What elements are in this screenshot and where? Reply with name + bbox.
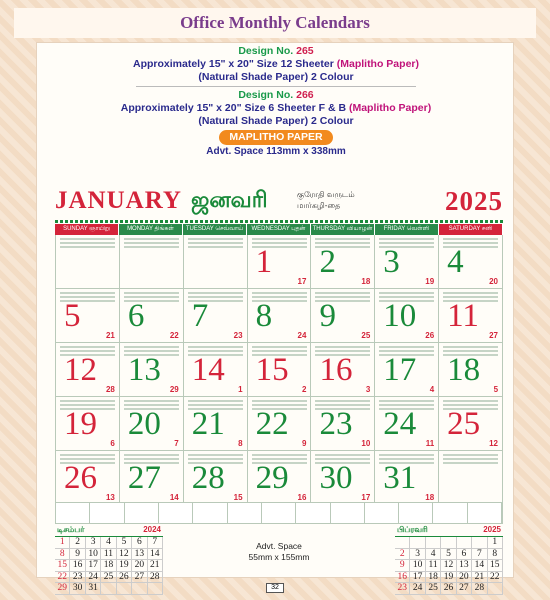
mini-day: 26: [117, 572, 132, 584]
mini-grid: [55, 537, 163, 595]
mini-day: 18: [101, 560, 116, 572]
mini-day: 19: [441, 572, 456, 584]
day-cell: [55, 451, 120, 504]
strip-cell: [296, 503, 330, 523]
paper-type: (Maplitho Paper): [336, 58, 419, 70]
tamil-date: 24: [297, 331, 307, 340]
tamil-date: 1: [238, 385, 243, 394]
date-number: 27: [127, 460, 161, 496]
date-number: 31: [383, 460, 417, 496]
month-grid: [55, 224, 503, 505]
date-number: 3: [383, 244, 400, 280]
calendar-year: 2025: [445, 186, 503, 216]
day-cell: [184, 235, 248, 288]
mini-day: 25: [101, 572, 116, 584]
mini-day: 24: [86, 572, 101, 584]
date-number: 30: [319, 460, 353, 496]
mini-day: 25: [426, 583, 441, 595]
mini-month: பிப்ரவரி: [397, 525, 428, 534]
date-number: 29: [255, 460, 289, 496]
panchang-strip: [55, 502, 503, 524]
mini-grid: [395, 537, 503, 595]
tamil-date: 18: [361, 277, 371, 286]
day-cell: [184, 451, 248, 504]
month-english: JANUARY: [55, 187, 182, 214]
day-cell: [248, 397, 312, 450]
mini-day: 28: [472, 583, 487, 595]
weekday-label: MONDAY திங்கள்: [119, 224, 183, 235]
mini-day: 2: [70, 537, 85, 549]
mini-day: [395, 537, 410, 549]
day-cell: [120, 451, 184, 504]
mini-day: 12: [441, 560, 456, 572]
day-cell: [439, 235, 503, 288]
date-number: 25: [447, 406, 481, 442]
tamil-date: 14: [169, 493, 179, 502]
mini-day: 16: [70, 560, 85, 572]
day-cell: [184, 397, 248, 450]
mini-day: 13: [132, 549, 147, 561]
strip-cell: [56, 503, 90, 523]
design-spec: Approximately 15" x 20" Size 12 Sheeter: [133, 58, 334, 70]
day-cell: [311, 397, 375, 450]
mini-day: 6: [132, 537, 147, 549]
mini-day: 16: [395, 572, 410, 584]
day-cell: [439, 451, 503, 504]
day-cell: [375, 397, 439, 450]
date-number: 28: [191, 460, 225, 496]
mini-day: 18: [426, 572, 441, 584]
design-spec: Approximately 15" x 20" Size 6 Sheeter F & B: [120, 102, 347, 114]
page-title: Office Monthly Calendars: [180, 13, 370, 32]
date-number: 6: [127, 298, 145, 334]
tamil-date: 10: [361, 439, 371, 448]
day-notes: [60, 238, 115, 250]
mini-day: [148, 583, 163, 595]
mini-month: டிசம்பர்: [57, 525, 85, 534]
advt-space-box: [169, 541, 389, 581]
design-number: 265: [296, 45, 314, 57]
weekday-header: [55, 224, 503, 235]
date-number: 19: [64, 406, 97, 442]
design-label: Design No.: [238, 45, 294, 57]
calendar-sheet: [36, 42, 514, 593]
design-no-266: [37, 89, 515, 102]
mini-day: 20: [132, 560, 147, 572]
mini-day: [117, 583, 132, 595]
mini-day: 4: [101, 537, 116, 549]
mini-day: 19: [117, 560, 132, 572]
date-number: 9: [319, 298, 336, 334]
tamil-date: 19: [425, 277, 435, 286]
tamil-date: 22: [169, 331, 179, 340]
weekday-label: TUESDAY செவ்வாய்: [183, 224, 247, 235]
mini-day: 31: [86, 583, 101, 595]
date-number: 13: [127, 352, 161, 388]
weekday-label: SATURDAY சனி: [439, 224, 503, 235]
mini-day: [426, 537, 441, 549]
mini-day: [441, 537, 456, 549]
mini-day: [132, 583, 147, 595]
tamil-date: 11: [425, 439, 435, 448]
tamil-date: 21: [105, 331, 115, 340]
strip-cell: [193, 503, 227, 523]
day-cell: [375, 451, 439, 504]
day-cell: [120, 235, 184, 288]
day-cell: [248, 289, 312, 342]
strip-cell: [125, 503, 159, 523]
mini-day: 21: [148, 560, 163, 572]
day-cell: [311, 235, 375, 288]
mini-day: 6: [457, 549, 472, 561]
day-cell: [311, 289, 375, 342]
week-row: [55, 451, 503, 505]
strip-cell: [159, 503, 193, 523]
tamil-date: 17: [361, 493, 371, 502]
strip-cell: [90, 503, 124, 523]
mini-day: 8: [55, 549, 70, 561]
page-number: 32: [266, 583, 284, 593]
mini-day: 7: [148, 537, 163, 549]
mini-day: [101, 583, 116, 595]
mini-calendar-previous: [55, 525, 163, 595]
mini-day: 11: [101, 549, 116, 561]
strip-cell: [228, 503, 262, 523]
day-cell: [311, 343, 375, 396]
day-cell: [120, 397, 184, 450]
tamil-date: 16: [297, 493, 307, 502]
day-cell: [55, 235, 120, 288]
mini-day: 9: [70, 549, 85, 561]
date-number: 17: [383, 352, 417, 388]
mini-day: 23: [70, 572, 85, 584]
date-number: 21: [191, 406, 225, 442]
date-number: 16: [319, 352, 353, 388]
week-row: [55, 235, 503, 289]
date-number: 24: [383, 406, 417, 442]
mini-day: 9: [395, 560, 410, 572]
tamil-date: 28: [105, 385, 115, 394]
weekday-label: THURSDAY வியாழன்: [311, 224, 375, 235]
mini-day: 4: [426, 549, 441, 561]
design-no-265: [37, 45, 515, 58]
date-number: 15: [255, 352, 289, 388]
mini-calendar-next: [395, 525, 503, 595]
mini-day: 13: [457, 560, 472, 572]
mini-day: [457, 537, 472, 549]
tamil-date: 18: [425, 493, 435, 502]
tamil-date: 23: [233, 331, 243, 340]
mini-day: 21: [472, 572, 487, 584]
mini-header: [395, 525, 503, 537]
day-cell: [55, 289, 120, 342]
date-number: 7: [191, 298, 209, 334]
mini-day: 27: [132, 572, 147, 584]
mini-day: 3: [86, 537, 101, 549]
strip-cell: [331, 503, 365, 523]
day-cell: [311, 451, 375, 504]
day-notes: [443, 454, 498, 466]
mini-day: 14: [148, 549, 163, 561]
design-colour: (Natural Shade Paper) 2 Colour: [198, 115, 354, 127]
date-number: 26: [64, 460, 97, 496]
date-number: 10: [383, 298, 417, 334]
day-cell: [184, 343, 248, 396]
strip-cell: [399, 503, 433, 523]
design-label: Design No.: [238, 89, 294, 101]
week-row: [55, 397, 503, 451]
mini-day: 30: [70, 583, 85, 595]
mini-day: 7: [472, 549, 487, 561]
header-band: [14, 8, 536, 38]
tamil-date: 12: [489, 439, 499, 448]
tamil-date: 6: [110, 439, 115, 448]
tamil-date: 17: [297, 277, 307, 286]
mini-day: 22: [55, 572, 70, 584]
strip-cell: [433, 503, 467, 523]
week-row: [55, 289, 503, 343]
design-colour: (Natural Shade Paper) 2 Colour: [198, 71, 354, 83]
date-number: 2: [319, 244, 336, 280]
day-cell: [248, 343, 312, 396]
tamil-subtitle: [297, 189, 355, 211]
mini-day: 12: [117, 549, 132, 561]
tamil-date: 20: [489, 277, 499, 286]
tamil-date: 9: [301, 439, 307, 448]
date-number: 4: [447, 244, 464, 280]
tamil-date: 13: [105, 493, 115, 502]
divider: [136, 86, 416, 87]
advt-size: 55mm x 155mm: [248, 552, 310, 562]
mini-day: 10: [86, 549, 101, 561]
mini-day: 2: [395, 549, 410, 561]
day-cell: [439, 289, 503, 342]
mini-day: [472, 537, 487, 549]
tamil-date: 25: [361, 331, 371, 340]
strip-cell: [365, 503, 399, 523]
mini-day: 17: [410, 572, 425, 584]
mini-day: 28: [148, 572, 163, 584]
mini-day: 15: [488, 560, 503, 572]
tamil-date: 8: [238, 439, 243, 448]
advt-space-label: Advt. Space 113mm x 338mm: [206, 146, 346, 157]
mini-day: 3: [410, 549, 425, 561]
title-rule: [55, 220, 503, 223]
strip-cell: [468, 503, 502, 523]
mini-day: 23: [395, 583, 410, 595]
date-number: 5: [64, 298, 81, 334]
paper-type: (Maplitho Paper): [348, 102, 432, 114]
mini-day: 14: [472, 560, 487, 572]
day-cell: [375, 343, 439, 396]
day-notes: [124, 238, 179, 250]
calendar-title-row: [55, 183, 503, 215]
day-notes: [188, 238, 243, 250]
mini-day: 10: [410, 560, 425, 572]
mini-day: 8: [488, 549, 503, 561]
mini-header: [55, 525, 163, 537]
tamil-date: 26: [425, 331, 435, 340]
mini-day: 20: [457, 572, 472, 584]
product-info: [37, 45, 515, 158]
weekday-label: SUNDAY ஞாயிறு: [55, 224, 119, 235]
weekday-label: WEDNESDAY புதன்: [247, 224, 311, 235]
date-number: 22: [255, 406, 289, 442]
advt-label: Advt. Space: [256, 541, 302, 551]
week-row: [55, 343, 503, 397]
date-number: 8: [255, 298, 273, 334]
mini-day: [488, 583, 503, 595]
design-number: 266: [296, 89, 314, 101]
day-cell: [248, 451, 312, 504]
tamil-date: 27: [489, 331, 499, 340]
tamil-date: 7: [174, 439, 179, 448]
mini-day: 29: [55, 583, 70, 595]
maplitho-badge: MAPLITHO PAPER: [219, 130, 332, 145]
tamil-date: 15: [233, 493, 243, 502]
tamil-date: 29: [169, 385, 179, 394]
day-cell: [120, 289, 184, 342]
mini-day: 5: [441, 549, 456, 561]
date-number: 20: [127, 406, 161, 442]
tamil-date: 2: [301, 385, 307, 394]
tamil-date: 5: [493, 385, 499, 394]
mini-year: 2024: [143, 525, 161, 534]
mini-day: 15: [55, 560, 70, 572]
mini-day: 1: [488, 537, 503, 549]
mini-year: 2025: [483, 525, 501, 534]
date-number: 11: [447, 298, 479, 334]
mini-day: 11: [426, 560, 441, 572]
day-cell: [375, 235, 439, 288]
weekday-label: FRIDAY வெள்ளி: [375, 224, 439, 235]
day-cell: [120, 343, 184, 396]
mini-day: 27: [457, 583, 472, 595]
strip-cell: [262, 503, 296, 523]
mini-day: 26: [441, 583, 456, 595]
mini-day: 22: [488, 572, 503, 584]
mini-day: [410, 537, 425, 549]
day-cell: [375, 289, 439, 342]
day-cell: [439, 343, 503, 396]
month-tamil: ஜனவரி: [191, 187, 268, 212]
date-number: 12: [64, 352, 97, 388]
day-cell: [439, 397, 503, 450]
tamil-date: 3: [365, 385, 371, 394]
date-number: 14: [191, 352, 225, 388]
mini-day: 17: [86, 560, 101, 572]
date-number: 18: [447, 352, 481, 388]
day-cell: [248, 235, 312, 288]
mini-day: 5: [117, 537, 132, 549]
date-number: 1: [255, 244, 273, 280]
mini-day: 24: [410, 583, 425, 595]
day-cell: [55, 343, 120, 396]
mini-day: 1: [55, 537, 70, 549]
day-cell: [184, 289, 248, 342]
weeks-container: [55, 235, 503, 505]
date-number: 23: [319, 406, 353, 442]
tamil-months: மார்கழி-தை: [297, 201, 341, 210]
tamil-year: குரோதி வருடம்: [297, 190, 355, 199]
day-cell: [55, 397, 120, 450]
tamil-date: 4: [429, 385, 435, 394]
